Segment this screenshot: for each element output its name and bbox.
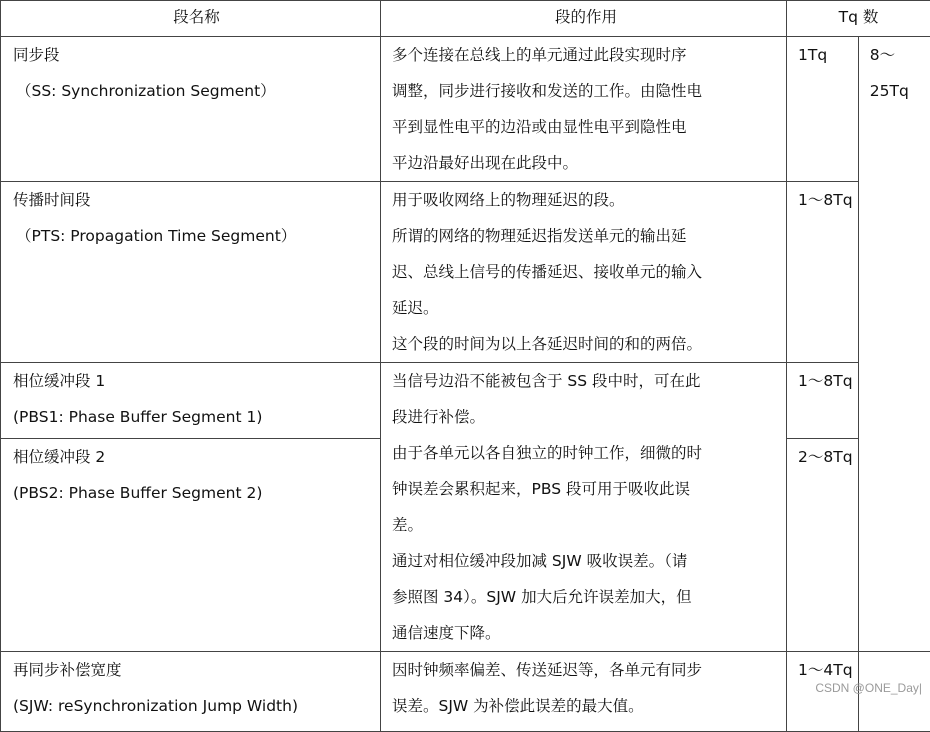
header-tq-count: Tq 数 [787, 1, 930, 37]
pbs2-role-line: 差。 [392, 507, 780, 543]
pts-tq: 1～8Tq [798, 182, 858, 218]
table-row-ss [1, 37, 930, 182]
table-row-pts [1, 182, 930, 363]
pts-sub: （PTS: Propagation Time Segment） [13, 218, 380, 254]
pts-role-cell [381, 182, 787, 363]
pts-role-line: 延迟。 [392, 290, 780, 326]
header-segment-role: 段的作用 [381, 1, 787, 37]
pbs2-role-line: 通信速度下降。 [392, 615, 780, 651]
pbs1-role-line: 当信号边沿不能被包含于 SS 段中时，可在此 [392, 363, 780, 399]
pbs2-sub: (PBS2: Phase Buffer Segment 2) [13, 475, 380, 511]
sjw-tq: 1～4Tq [798, 652, 858, 688]
total-tq-cell [858, 37, 930, 652]
sjw-name: 再同步补偿宽度 [13, 652, 380, 688]
pbs1-name-cell [1, 363, 381, 439]
ss-role-line: 调整，同步进行接收和发送的工作。由隐性电 [392, 73, 780, 109]
header-segment-name: 段名称 [1, 1, 381, 37]
ss-sub: （SS: Synchronization Segment） [13, 73, 380, 109]
pbs1-tq-cell [787, 363, 859, 439]
ss-tq: 1Tq [798, 37, 858, 73]
ss-tq-cell [787, 37, 859, 182]
table-row-sjw [1, 652, 930, 732]
pts-role-line: 所谓的网络的物理延迟指发送单元的输出延 [392, 218, 780, 254]
pts-name-cell [1, 182, 381, 363]
sjw-role-line: 因时钟频率偏差、传送延迟等，各单元有同步 [392, 652, 780, 688]
pbs1-tq: 1～8Tq [798, 363, 858, 399]
ss-role-line: 平边沿最好出现在此段中。 [392, 145, 780, 181]
pbs1-role-line: 段进行补偿。 [392, 399, 780, 435]
table-row-pbs1 [1, 363, 930, 439]
pbs2-tq-cell [787, 438, 859, 651]
pts-role-line: 迟、总线上信号的传播延迟、接收单元的输入 [392, 254, 780, 290]
header-row [1, 1, 930, 37]
pbs2-role-line: 通过对相位缓冲段加减 SJW 吸收误差。（请 [392, 543, 780, 579]
pbs2-name-cell [1, 438, 381, 651]
pbs2-role-line: 由于各单元以各自独立的时钟工作，细微的时 [392, 435, 780, 471]
pbs-role-cell [381, 363, 787, 652]
sjw-name-cell [1, 652, 381, 732]
total-tq-line: 25Tq [870, 73, 930, 109]
sjw-role-cell [381, 652, 787, 732]
sjw-role-line: 误差。SJW 为补偿此误差的最大值。 [392, 688, 780, 724]
ss-role-line: 平到显性电平的边沿或由显性电平到隐性电 [392, 109, 780, 145]
ss-name: 同步段 [13, 37, 380, 73]
pbs2-role-line: 钟误差会累积起来，PBS 段可用于吸收此误 [392, 471, 780, 507]
ss-name-cell [1, 37, 381, 182]
pbs1-sub: (PBS1: Phase Buffer Segment 1) [13, 399, 380, 435]
pts-role-line: 这个段的时间为以上各延迟时间的和的两倍。 [392, 326, 780, 362]
pts-tq-cell [787, 182, 859, 363]
total-tq-line: 8～ [870, 37, 930, 73]
pbs2-name: 相位缓冲段 2 [13, 439, 380, 475]
pbs1-name: 相位缓冲段 1 [13, 363, 380, 399]
ss-role-cell [381, 37, 787, 182]
pts-name: 传播时间段 [13, 182, 380, 218]
ss-role-line: 多个连接在总线上的单元通过此段实现时序 [392, 37, 780, 73]
watermark: CSDN @ONE_Day| [815, 681, 922, 695]
pts-role-line: 用于吸收网络上的物理延迟的段。 [392, 182, 780, 218]
pbs2-role-line: 参照图 34）。SJW 加大后允许误差加大，但 [392, 579, 780, 615]
pbs2-tq: 2～8Tq [798, 439, 858, 475]
sjw-sub: (SJW: reSynchronization Jump Width) [13, 688, 380, 724]
